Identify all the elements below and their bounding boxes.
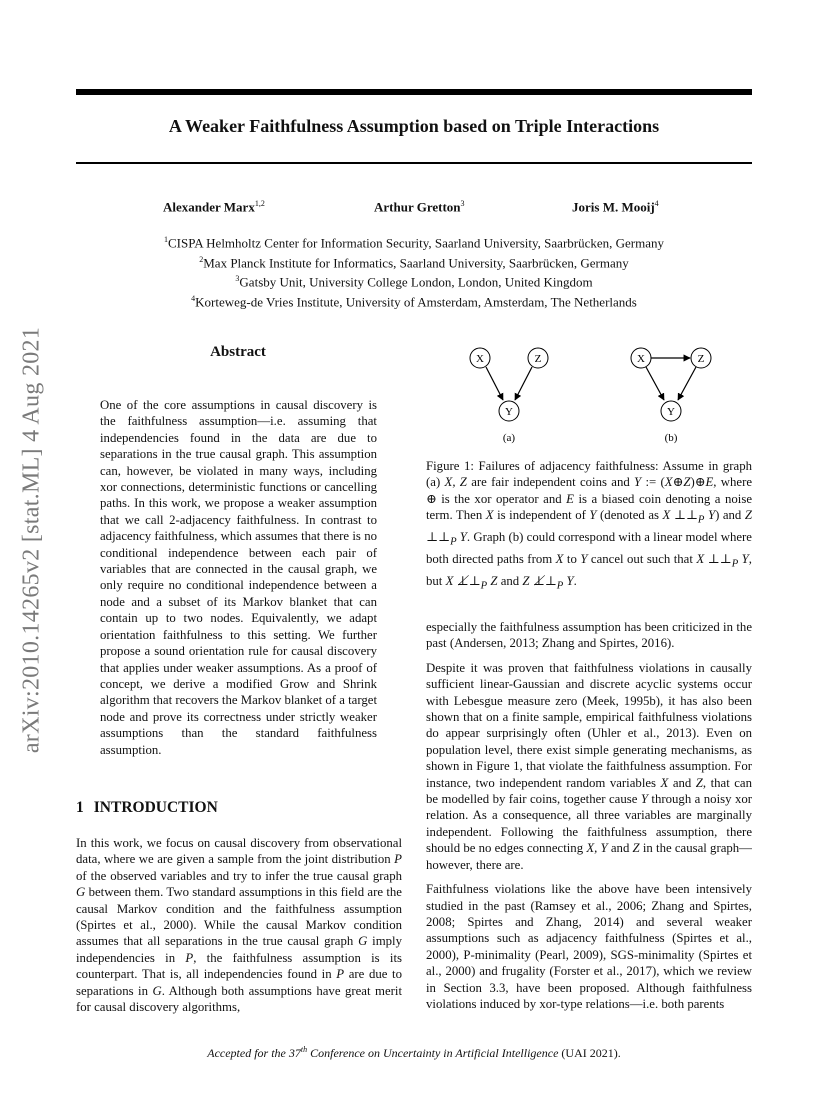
author-3: Joris M. Mooij$^4$ <box>572 199 659 215</box>
abstract-body: One of the core assumptions in causal discovery is the faithfulness assumption—i.e. assuming that independencies found in the data are due to separations in the true causal graph. This assumption can, however, be violated in many ways, including xor connections, deterministic functions or cancelling paths. In this work, we propose a weaker assumption that we call 2-adjacency faithfulness. In contrast to adjacency faithfulness, which assumes that there is no conditional independence between each pair of variables that are connected in the causal graph, we only require no conditional independence between a node and a subset of its Markov blanket that can contain up to two nodes. Equivalently, we adapt orientation faithfulness to this setting. We further propose a sound orientation rule for causal discovery that applies under weaker assumptions. As a proof of concept, we derive a modified Grow and Shrink algorithm that recovers the Markov blanket of a target node and prove its correctness under strictly weaker assumptions than the standard faithfulness assumption. <box>100 398 377 757</box>
node-z-b-label: Z <box>697 353 705 365</box>
affiliation-1: $^1$CISPA Helmholtz Center for Information Security, Saarland University, Saarbrücken, Germany <box>163 235 665 251</box>
edge-x-y-a <box>486 367 503 400</box>
author-1: Alexander Marx$^{1,2}$ <box>163 199 265 215</box>
graph-b-label: (b) <box>664 432 678 444</box>
edge-x-y-b <box>646 367 664 400</box>
figure-1-graphs <box>426 336 752 446</box>
node-x-b-label: X <box>637 353 645 365</box>
graph-a-label: (a) <box>502 432 516 444</box>
page-footer: Accepted for the 37th Conference on Uncertainty in Artificial Intelligence (UAI 2021). <box>207 1045 621 1060</box>
figure-1-caption: Figure 1: Failures of adjacency faithfulness: Assume in graph (a) X, Z are fair independent coins and Y := (X⊕Z)⊕E, where ⊕ is the xor operator and E is a biased coin denoting a noise term. Then X is independent of Y (denoted as X $\perp\perp_P$ Y) and Z $\perp\perp_P$ Y. Graph (b) could correspond with a linear model where both directed paths from X to Y cancel out such that X $\perp\perp_P$ Y, but X $\perp̸\perp_P$ Z and Z $\perp̸\perp_P$ Y. <box>426 459 753 592</box>
intro-paragraph: In this work, we focus on causal discovery from observational data, where we are given a sample from the joint distribution P of the observed variables and try to infer the true causal graph G between them. Two standard assumptions in this field are the causal Markov condition and the faithfulness assumption (Spirtes et al., 2000). While the causal Markov condition assumes that all separations in the true causal graph G imply independencies in P, the faithfulness assumption is its counterpart. That is, all independencies found in P are due to separations in G. Although both assumptions have great merit for causal discovery algorithms, <box>76 836 402 1015</box>
right-paragraph-1: especially the faithfulness assumption has been criticized in the past (Andersen, 2013; Zhang and Spirtes, 2016). <box>426 620 752 651</box>
paper-title: A Weaker Faithfulness Assumption based on Triple Interactions <box>168 116 660 136</box>
affiliation-3: $^3$Gatsby Unit, University College London, London, United Kingdom <box>235 274 593 290</box>
graph-a <box>470 348 548 444</box>
affiliation-4: $^4$Korteweg-de Vries Institute, University of Amsterdam, Amsterdam, The Netherlands <box>191 294 637 310</box>
node-y-b-label: Y <box>667 406 675 418</box>
right-paragraph-3: Faithfulness violations like the above have been intensively studied in the past (Ramsey et al., 2006; Zhang and Spirtes, 2008; Spirtes and Zhang, 2014) and several weaker assumptions such as adjacency faithfulness (Spirtes et al., 2000), P-minimality (Pearl, 2009), SGS-minimality (Spirtes et al., 2000) and frugality (Forster et al., 2017), which we review in Section 3.3, have been proposed. Although faithfulness violations induced by xor-type relations—i.e. both parents <box>426 882 752 1011</box>
title-top-rule <box>76 89 752 95</box>
node-x-a-label: X <box>476 353 484 365</box>
affiliation-2: $^2$Max Planck Institute for Informatics, Saarland University, Saarbrücken, Germany <box>199 254 629 271</box>
section-heading-introduction: 1 INTRODUCTION <box>76 799 218 816</box>
title-bottom-rule <box>76 162 752 164</box>
author-2: Arthur Gretton$^3$ <box>374 199 465 215</box>
arxiv-side-stamp: arXiv:2010.14265v2 [stat.ML] 4 Aug 2021 <box>18 326 45 754</box>
graph-b <box>631 348 711 444</box>
abstract-heading: Abstract <box>210 344 266 360</box>
right-column-text <box>426 619 752 1020</box>
edge-z-y-b <box>678 367 696 400</box>
edge-z-y-a <box>515 367 532 400</box>
node-z-a-label: Z <box>534 353 542 365</box>
affiliations <box>76 232 752 311</box>
right-paragraph-2: Despite it was proven that faithfulness violations in causally sufficient linear-Gaussian and discrete acyclic systems occur with Lebesgue measure zero (Meek, 1995b), it has also been shown that on a finite sample, empirical faithfulness violations do appear surprisingly often (Uhler et al., 2013). Even on population level, there exist simple generating mechanisms, as shown in Figure 1, that violate the faithfulness assumption. For instance, two independent random variables X and Z, that can be modelled by fair coins, together cause Y through a noisy xor relation. As a consequence, all three variables are marginally independent. Following the faithfulness assumption, there should be no edges connecting X, Y and Z in the causal graph—however, there are. <box>426 660 752 872</box>
node-y-a-label: Y <box>505 406 513 418</box>
